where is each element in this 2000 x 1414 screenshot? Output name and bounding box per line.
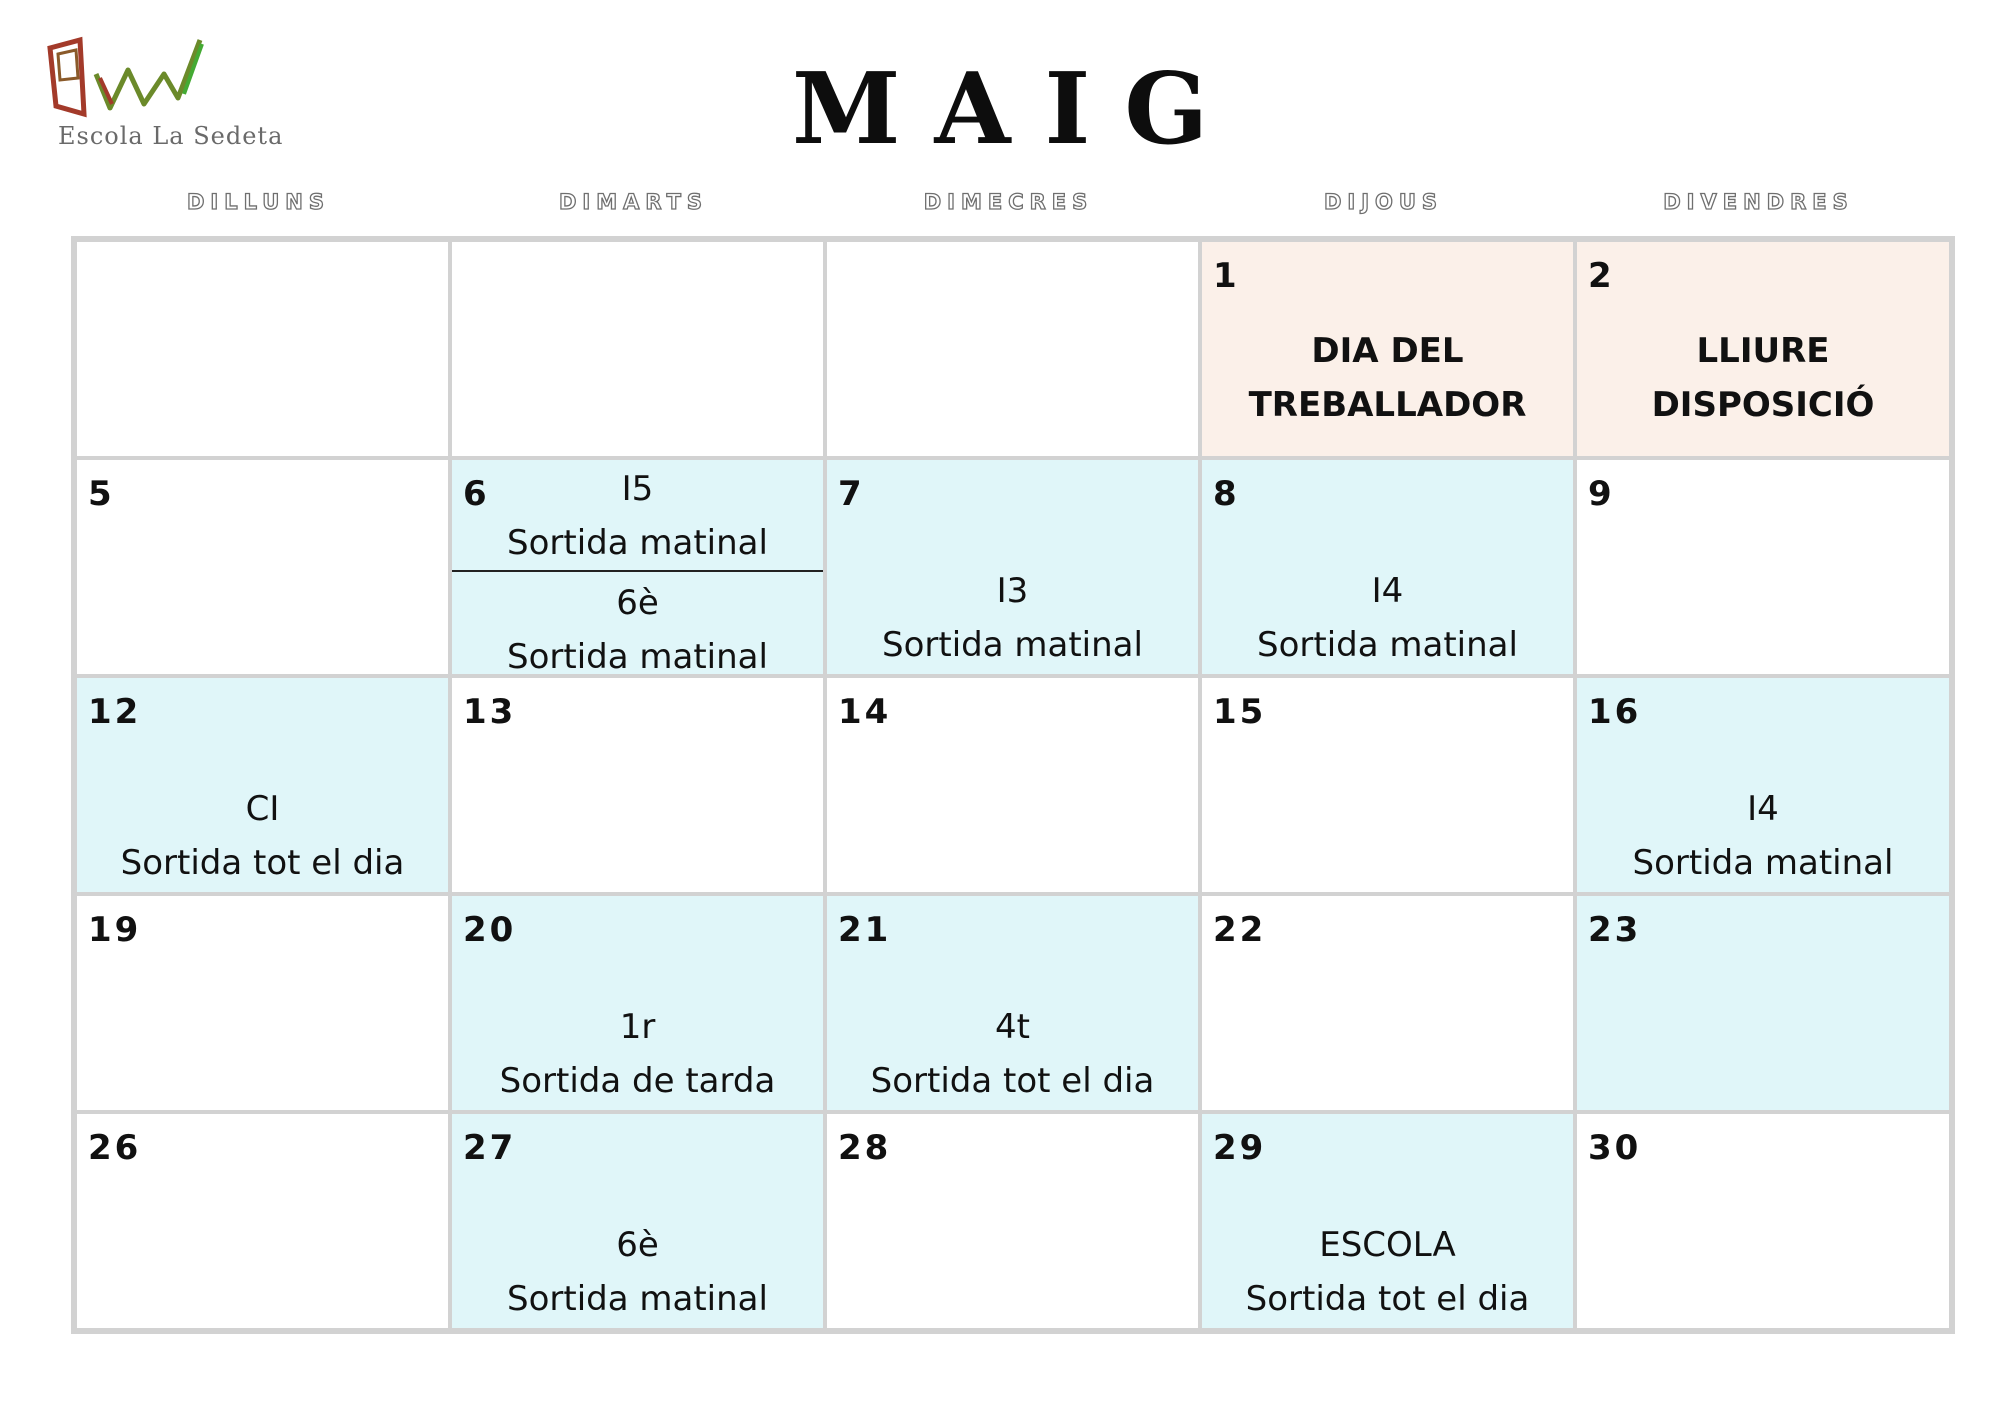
event-label: CI Sortida tot el dia (120, 789, 405, 883)
event-label: I5 Sortida matinal (507, 469, 768, 563)
event-label: 6è Sortida matinal (507, 583, 768, 676)
day-cell-1 (1200, 240, 1575, 458)
day-cell-16 (1575, 676, 1951, 894)
day-cell-5 (75, 458, 450, 676)
day-number: 23 (1588, 910, 1642, 950)
day-cell-6 (450, 458, 825, 676)
day-cell-8 (1200, 458, 1575, 676)
day-number: 16 (1588, 692, 1642, 732)
day-number: 26 (88, 1128, 142, 1168)
day-cell-2 (1575, 240, 1951, 458)
day-number: 20 (463, 910, 517, 950)
day-number: 8 (1213, 474, 1240, 514)
day-number: 7 (838, 474, 865, 514)
event-label: I4 Sortida matinal (1632, 789, 1894, 883)
weekday-thursday: DIJOUS (1323, 190, 1444, 214)
month-title: MAIG (791, 52, 1243, 167)
day-cell-20 (450, 894, 825, 1112)
calendar-grid (71, 236, 1955, 1334)
event-split-top (452, 460, 823, 572)
day-cell-7 (825, 458, 1200, 676)
day-number: 19 (88, 910, 142, 950)
day-number: 27 (463, 1128, 517, 1168)
event-label: 6è Sortida matinal (507, 1225, 768, 1319)
day-cell-14 (825, 676, 1200, 894)
day-cell-15 (1200, 676, 1575, 894)
event-label: ESCOLA Sortida tot el dia (1245, 1225, 1530, 1319)
weekday-header (71, 190, 1947, 224)
day-number: 2 (1588, 256, 1615, 296)
day-number: 6 (463, 474, 490, 514)
day-number: 5 (88, 474, 115, 514)
day-cell-27 (450, 1112, 825, 1330)
day-number: 22 (1213, 910, 1267, 950)
day-cell-21 (825, 894, 1200, 1112)
day-number: 9 (1588, 474, 1615, 514)
day-cell-12 (75, 676, 450, 894)
day-number: 13 (463, 692, 517, 732)
day-cell-30 (1575, 1112, 1951, 1330)
event-label: 4t Sortida tot el dia (870, 1007, 1155, 1101)
day-cell-13 (450, 676, 825, 894)
holiday-label: DIA DEL TREBALLADOR (1248, 331, 1527, 425)
weekday-monday: DILLUNS (186, 190, 330, 214)
day-number: 29 (1213, 1128, 1267, 1168)
day-cell-9 (1575, 458, 1951, 676)
day-cell-empty (450, 240, 825, 458)
event-label: I3 Sortida matinal (882, 571, 1143, 665)
holiday-label: LLIURE DISPOSICIÓ (1651, 331, 1875, 425)
day-cell-empty (75, 240, 450, 458)
day-cell-empty (825, 240, 1200, 458)
day-number: 12 (88, 692, 142, 732)
day-number: 14 (838, 692, 892, 732)
day-cell-26 (75, 1112, 450, 1330)
weekday-friday: DIVENDRES (1663, 190, 1854, 214)
event-label: 1r Sortida de tarda (499, 1007, 776, 1101)
day-cell-19 (75, 894, 450, 1112)
day-cell-23 (1575, 894, 1951, 1112)
day-cell-22 (1200, 894, 1575, 1112)
day-number: 21 (838, 910, 892, 950)
weekday-wednesday: DIMECRES (923, 190, 1094, 214)
day-cell-28 (825, 1112, 1200, 1330)
weekday-tuesday: DIMARTS (558, 190, 709, 214)
logo-text: Escola La Sedeta (58, 122, 284, 150)
event-label: I4 Sortida matinal (1257, 571, 1518, 665)
day-number: 28 (838, 1128, 892, 1168)
day-number: 15 (1213, 692, 1267, 732)
day-cell-29 (1200, 1112, 1575, 1330)
day-number: 30 (1588, 1128, 1642, 1168)
day-number: 1 (1213, 256, 1240, 296)
